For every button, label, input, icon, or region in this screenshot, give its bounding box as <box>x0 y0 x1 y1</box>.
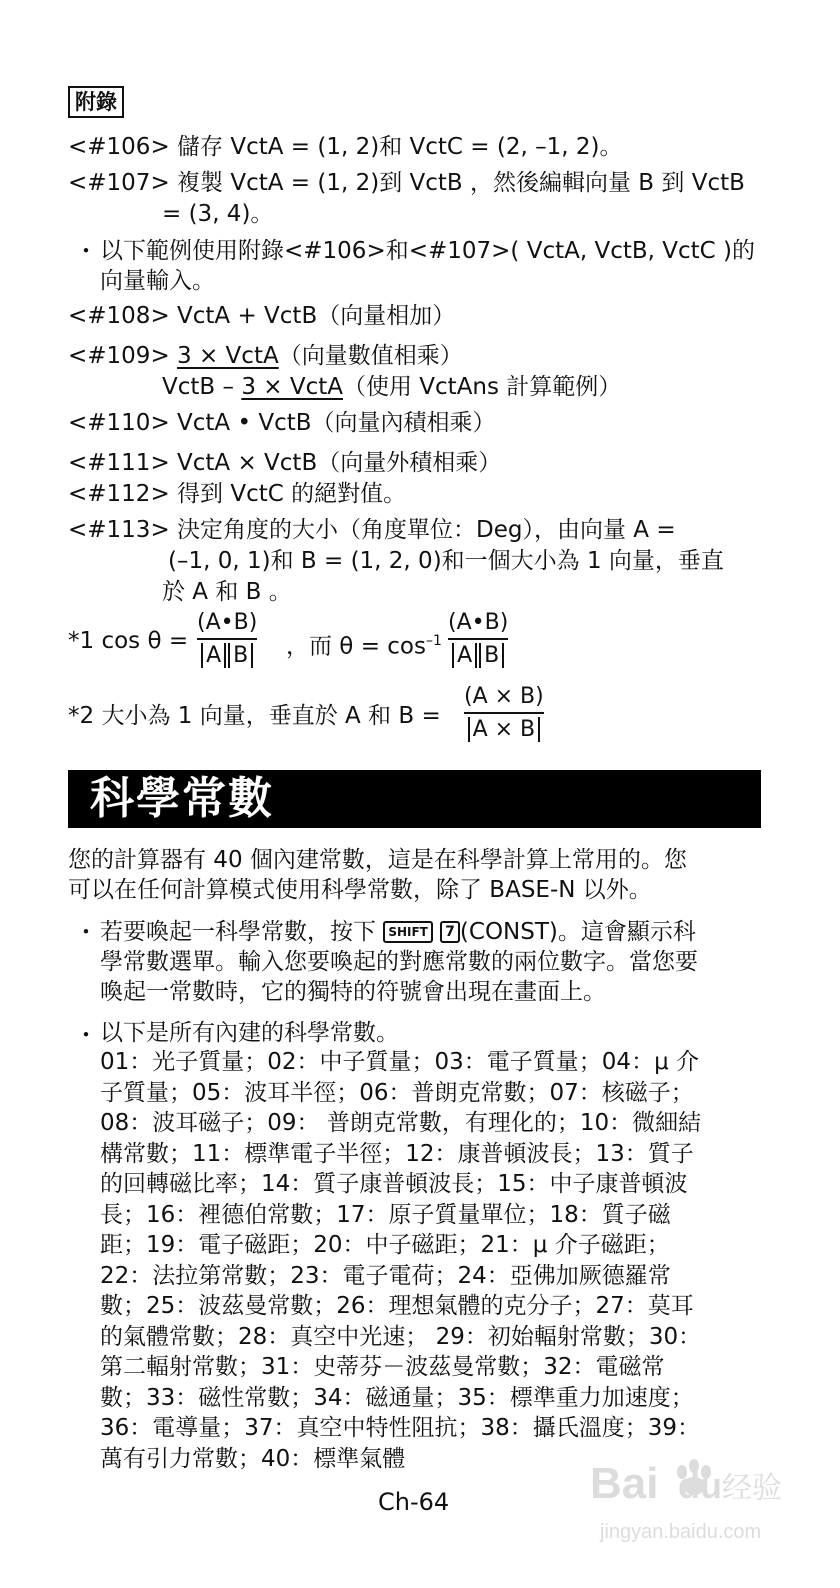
const-line: 子質量；05：波耳半徑；06：普朗克常數；07：核磁子； <box>100 1080 694 1106</box>
const-line: 構常數；11：標準電子半徑；12：康普頓波長；13：質子 <box>100 1141 694 1167</box>
watermark-logo-du: du <box>678 1465 722 1506</box>
example-113-line2: (–1, 0, 1)和 B = (1, 2, 0)和一個大小為 1 向量，垂直 <box>168 548 724 574</box>
const-line: 數；25：波茲曼常數；26：理想氣體的克分子；27：莫耳 <box>100 1293 694 1319</box>
section-title: 科學常數 <box>90 773 274 824</box>
example-112: <#112> 得到 VctC 的絕對值。 <box>68 481 407 507</box>
example-113-line3: 於 A 和 B 。 <box>162 579 292 605</box>
example-107-line1: <#107> 複製 VctA = (1, 2)到 VctB ，然後編輯向量 B 到 VctB <box>68 170 745 196</box>
baidu-watermark-logo <box>590 1440 790 1550</box>
seven-key-icon: 7 <box>440 921 460 943</box>
example-108: <#108> VctA + VctB（向量相加） <box>68 303 456 329</box>
footnote-1-mid: ，而 $\theta = \cos^{-1}$ <box>286 633 442 660</box>
appendix-label: 附錄 <box>68 86 124 118</box>
const-line: 01：光子質量；02：中子質量；03：電子質量；04：μ 介 <box>100 1049 700 1075</box>
page-number: Ch-64 <box>378 1488 450 1516</box>
bullet: ・ <box>74 237 98 265</box>
intro-line2: 可以在任何計算模式使用科學常數，除了 BASE-N 以外。 <box>68 877 652 903</box>
footnote-1-fraction-2: $\frac{(A•B)}{\text{A B}}$ <box>448 608 508 672</box>
expr-3xvcta: 3 × VctA <box>177 343 279 369</box>
const-line: 長；16：裡德伯常數；17：原子質量單位；18：質子磁 <box>100 1202 671 1228</box>
const-line: 第二輻射常數；31：史蒂芬－波茲曼常數；32：電磁常 <box>100 1354 665 1380</box>
bullet: ・ <box>74 918 98 946</box>
const-list-intro: 以下是所有內建的科學常數。 <box>100 1020 399 1046</box>
footnote-2-fraction: $\frac{(A \times B)}{A \times B}$ <box>464 682 544 746</box>
const-line: 的氣體常數；28：真空中光速； 29：初始輻射常數；30： <box>100 1324 702 1350</box>
watermark-logo-cn: 经验 <box>722 1471 782 1506</box>
expr-3xvcta-2: 3 × VctA <box>241 374 343 400</box>
example-109-line2: VctB – 3 × VctA（使用 VctAns 計算範例） <box>162 374 622 400</box>
const-line: 22：法拉第常數；23：電子電荷；24：亞佛加厥德羅常 <box>100 1263 671 1289</box>
const-instruction-line1: 若要喚起一科學常數，按下 SHIFT 7 (CONST)。這會顯示科 <box>100 919 696 945</box>
example-109-line1: <#109> 3 × VctA（向量數值相乘） <box>68 343 463 369</box>
footnote-1-label: *1 cos θ = <box>68 628 189 654</box>
watermark-url: jingyan.baidu.com <box>600 1521 762 1543</box>
note-line1: 以下範例使用附錄<#106>和<#107>( VctA, VctB, VctC )的 <box>100 238 756 264</box>
const-line: 數；33：磁性常數；34：磁通量；35：標準重力加速度； <box>100 1385 694 1411</box>
const-line: 36：電導量；37：真空中特性阻抗；38：攝氏溫度；39： <box>100 1415 701 1441</box>
note-line2: 向量輸入。 <box>100 268 215 294</box>
const-line: 萬有引力常數；40：標準氣體 <box>100 1446 406 1472</box>
const-line: 08：波耳磁子；09： 普朗克常數，有理化的；10：微細結 <box>100 1110 702 1136</box>
const-line: 距；19：電子磁距；20：中子磁距；21：μ 介子磁距； <box>100 1232 670 1258</box>
example-107-line2: = (3, 4)。 <box>162 201 274 227</box>
example-113-line1: <#113> 決定角度的大小（角度單位：Deg），由向量 A = <box>68 517 676 543</box>
const-instruction-line3: 喚起一常數時，它的獨特的符號會出現在畫面上。 <box>100 979 606 1005</box>
intro-line1: 您的計算器有 40 個內建常數，這是在科學計算上常用的。您 <box>68 847 687 873</box>
footnote-1-fraction: $\frac{(A•B)}{\text{A B}}$ <box>197 608 257 672</box>
footnote-2-label: *2 大小為 1 向量，垂直於 A 和 B = <box>68 703 441 729</box>
shift-key-icon: SHIFT <box>383 921 433 943</box>
example-111: <#111> VctA × VctB（向量外積相乘） <box>68 450 502 476</box>
example-106: <#106> 儲存 VctA = (1, 2)和 VctC = (2, –1, 2)。 <box>68 134 623 160</box>
watermark-logo-text: Bai <box>590 1459 659 1508</box>
const-instruction-line2: 學常數選單。輸入您要喚起的對應常數的兩位數字。當您要 <box>100 949 698 975</box>
const-line: 的回轉磁比率；14：質子康普頓波長；15：中子康普頓波 <box>100 1171 688 1197</box>
example-110: <#110> VctA • VctB（向量內積相乘） <box>68 410 496 436</box>
bullet: ・ <box>74 1021 98 1049</box>
